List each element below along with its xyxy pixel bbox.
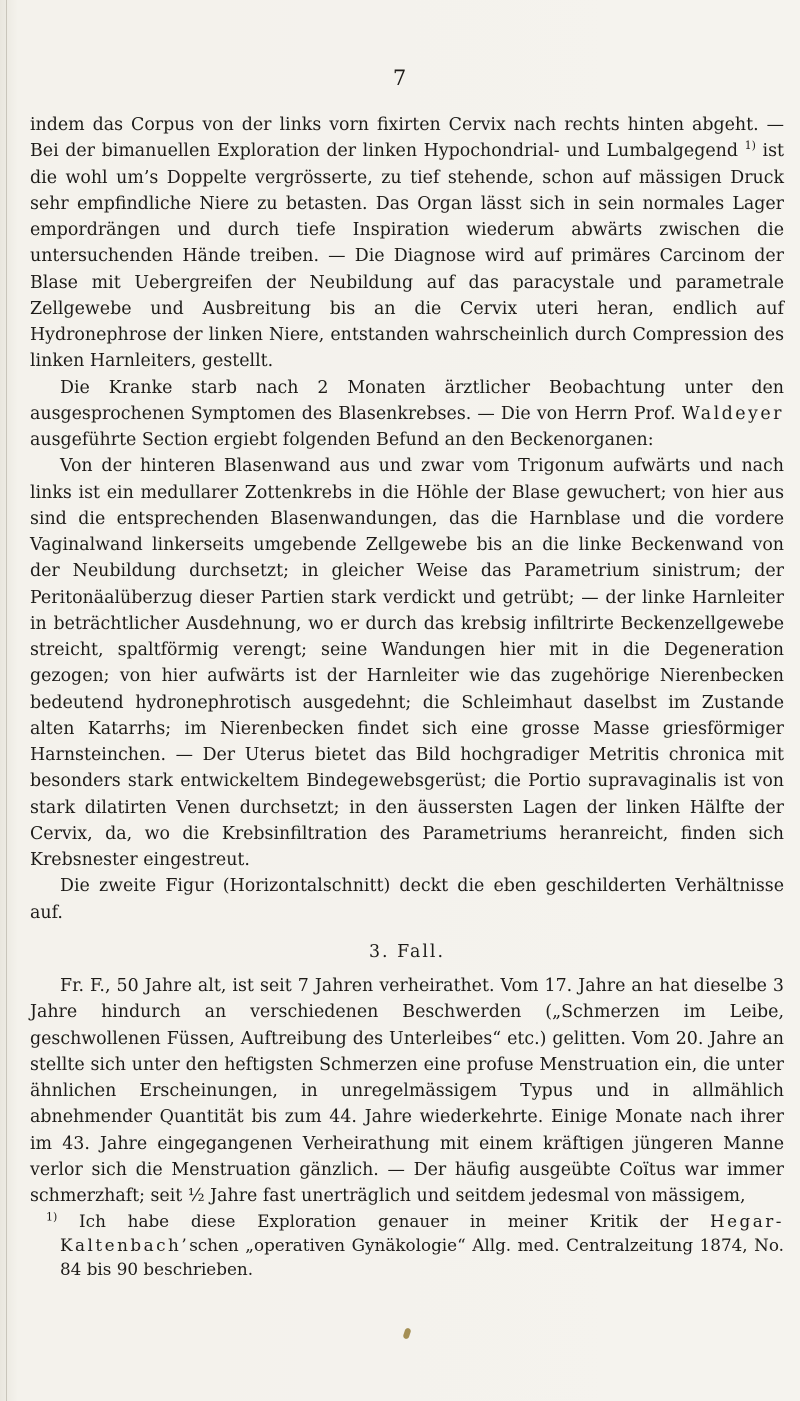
paragraph-1-continued: ist die wohl um’s Doppelte vergrösserte, zu tief stehende, schon auf mässigen Druck sehr empfindliche Niere zu betasten. Das Organ lässt sich in sein normales Lager empordrängen und durch tiefe Inspiration wiederum abwärts zwischen die untersuchenden Hände treiben. — Die Diagnose wird auf primäres Carcinom der Blase mit Uebergreifen der Neubildung auf das paracystale und parametrale Zellgewebe und Ausbreitung bis an die Cervix uteri heran, endlich auf Hydronephrose der linken Niere, entstanden wahrscheinlich durch Compression des linken Harnleiters, gestellt. [30,141,785,372]
paragraph-2-continued: ausgeführte Section ergiebt folgenden Befund an den Beckenorganen: [30,430,654,450]
ink-mark [402,1327,411,1339]
footnote-text-after: schen „operativen Gynäkologie“ Allg. med. Centralzeitung 1874, No. 84 bis 90 beschrieben. [60,1235,784,1279]
paragraph-5: Fr. F., 50 Jahre alt, ist seit 7 Jahren verheirathet. Vom 17. Jahre an hat dieselbe 3 Jahre hindurch an verschiedenen Beschwerden („Schmerzen im Leibe, geschwollenen Füssen, Auftreibung des Unterleibes“ etc.) gelitten. Vom 20. Jahre an stellte sich unter den heftigsten Schmerzen eine profuse Menstruation ein, die unter ähnlichen Erscheinungen, in unregelmässigem Typus und in allmählich abnehmender Quantität bis zum 44. Jahre wiederkehrte. Einige Monate nach ihrer im 43. Jahre eingegangenen Verheirathung mit einem kräftigen jüngeren Manne verlor sich die Menstruation gänzlich. — Der häufig ausgeübte Coïtus war immer schmerzhaft; seit ½ Jahre fast unerträglich und seitdem jedesmal von mässigem, [30,976,784,1206]
paragraph-1-text: indem das Corpus von der links vorn fixirten Cervix nach rechts hinten abgeht. — Bei der bimanuellen Exploration der linken Hypochondrial- und Lumbalgegend [30,115,784,162]
paragraph-1 [30,112,784,375]
footnote-marker: 1) [46,1210,58,1224]
paragraph-3: Von der hinteren Blasenwand aus und zwar vom Trigonum aufwärts und nach links ist ein medullarer Zottenkrebs in die Höhle der Blase gewuchert; von hier aus sind die entsprechenden Blasenwandungen, das die Harnblase und die vordere Vaginalwand linkerseits umgebende Zellgewebe bis an die linke Beckenwand von der Neubildung durchsetzt; in gleicher Weise das Parametrium sinistrum; der Peritonäalüberzug dieser Partien stark verdickt und getrübt; — der linke Harnleiter in beträchtlicher Ausdehnung, wo er durch das krebsig infiltrirte Beckenzellgewebe streicht, spaltförmig verengt; seine Wandungen hier mit in die Degeneration gezogen; von hier aufwärts ist der Harnleiter wie das zugehörige Nierenbecken bedeutend hydronephrotisch ausgedehnt; die Schleimhaut daselbst im Zustande alten Katarrhs; im Nierenbecken findet sich eine grosse Masse griesförmiger Harnsteinchen. — Der Uterus bietet das Bild hochgradiger Metritis chronica mit besonders stark entwickeltem Bindegewebsgerüst; die Portio supravaginalis ist von stark dilatirten Venen durchsetzt; in den äussersten Lagen der linken Hälfte der Cervix, da, wo die Krebsinfiltration des Parametriums heranreicht, finden sich Krebsnester eingestreut. [30,456,784,870]
author-name-spaced: Waldeyer [681,403,784,424]
footnote-text [30,1209,784,1281]
page-edge-line [6,0,7,1401]
paragraph-4: Die zweite Figur (Horizontalschnitt) deckt die eben geschilderten Verhältnisse auf. [30,876,784,923]
paragraph-2-text: Die Kranke starb nach 2 Monaten ärztlicher Beobachtung unter den ausgesprochenen Symptomen des Blasenkrebses. — Die von Herrn Prof. [30,377,784,424]
page-number: 7 [392,66,408,90]
main-text [30,112,784,1209]
footnote-spaced-name: Hegar-Kaltenbach’ [60,1211,784,1255]
footnote [30,1209,784,1281]
paragraph-2 [30,375,784,454]
footnote-reference: 1) [744,139,756,153]
case-heading: 3. Fall. [368,941,446,962]
footnote-text-before: Ich habe diese Exploration genauer in meiner Kritik der [79,1211,689,1231]
